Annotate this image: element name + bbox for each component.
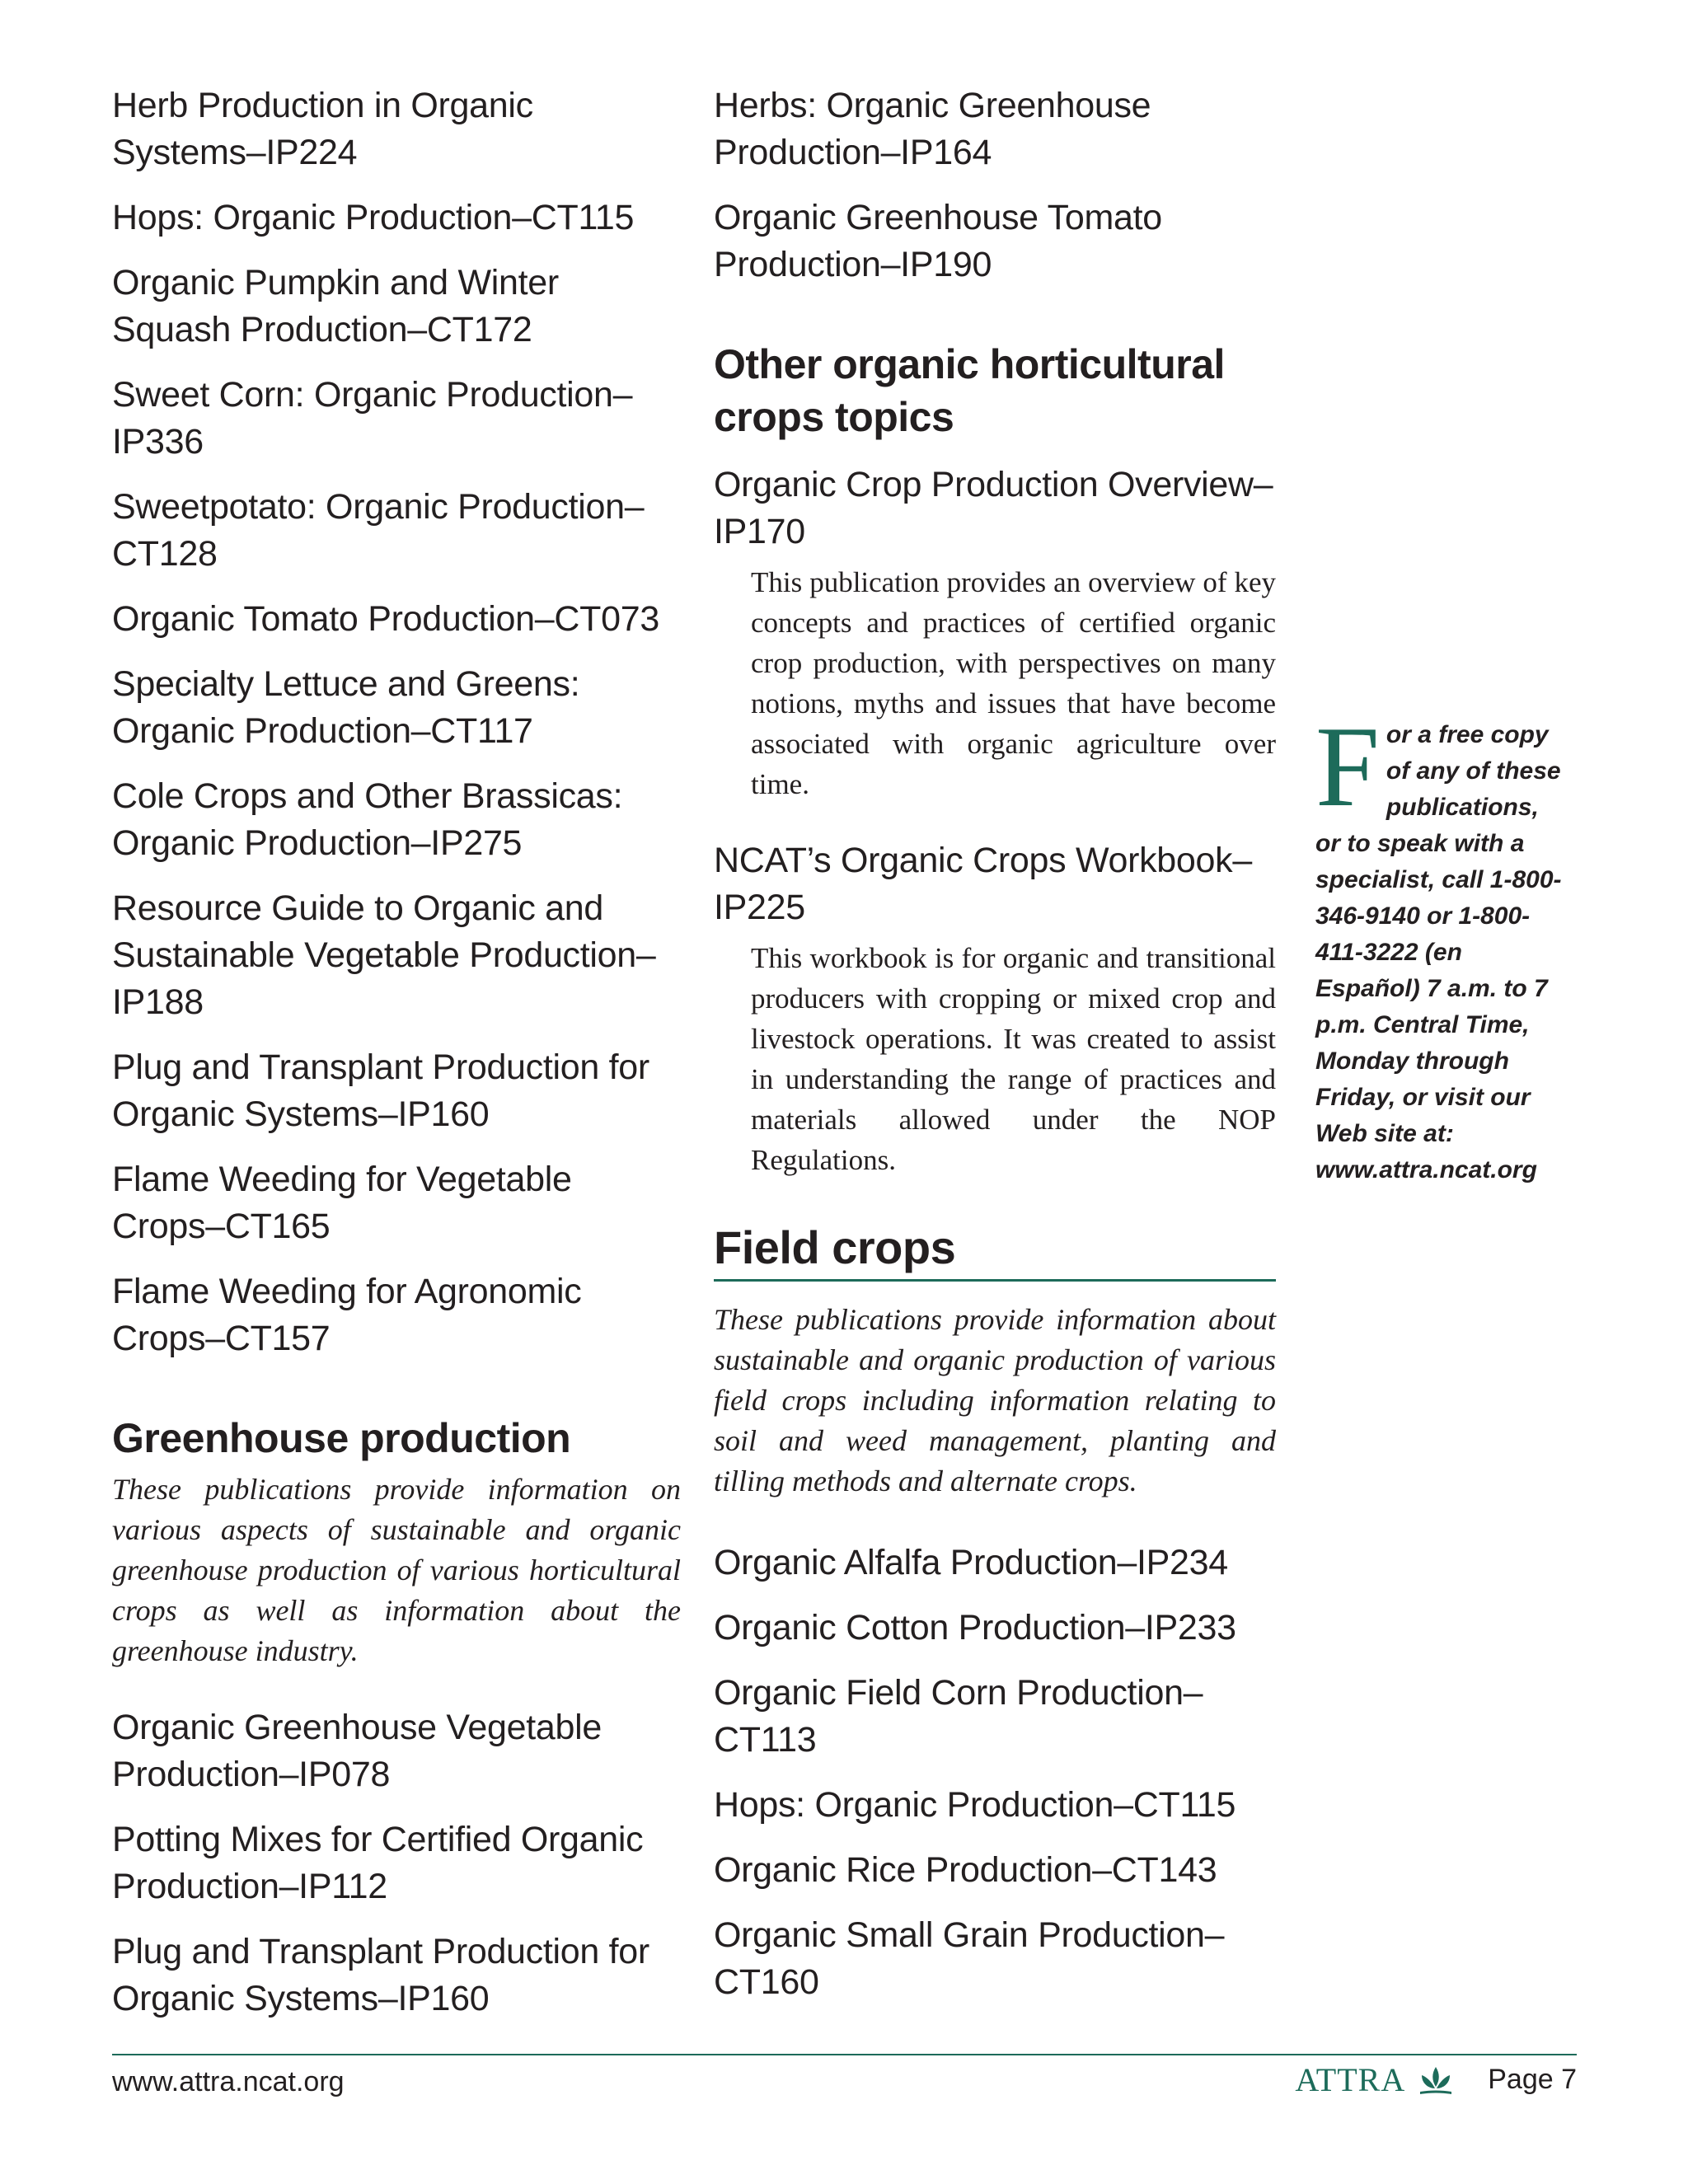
publication-title: NCAT’s Organic Crops Workbook–IP225 [714,841,1252,927]
page-number: Page 7 [1488,2064,1577,2095]
publication-item: Organic Greenhouse Vegetable Production–IP078 [112,1708,603,1794]
publication-item: Sweetpotato: Organic Production–CT128 [112,487,645,574]
publication-item: Organic Alfalfa Production–IP234 [714,1543,1228,1582]
publication-description: This workbook is for organic and transitional producers with cropping or mixed crop and livestock operations. It was created to assist in understanding the range of practices and materials allowed under the NOP Regulations. [751,942,1276,1176]
publication-description: This publication provides an overview of key concepts and practices of certified organic crop production, with perspectives on many notions, myths and issues that have become associated with organic agriculture over time. [751,566,1276,800]
field-crops-intro: These publications provide information about sustainable and organic production of various field crops including information relating to soil and weed management, planting and tilling methods and alternate crops. [714,1303,1276,1497]
publication-item: Organic Tomato Production–CT073 [112,599,659,639]
publication-title: Organic Crop Production Overview–IP170 [714,465,1273,551]
left-column [112,82,681,2041]
publication-item: Organic Cotton Production–IP233 [714,1608,1236,1647]
greenhouse-heading: Greenhouse production [112,1415,571,1461]
contact-sidebar [1315,703,1563,1188]
middle-column [714,82,1276,2024]
contact-text: or a free copy of any of these publications, or to speak with a specialist, call 1-800-346-9140 or 1-800-411-3222 (en Español) 7 a.m. to 7 p.m. Central Time, Monday through Friday, or visit our Web site at: www.attra.ncat.org [1315,721,1562,1183]
attra-logo: ATTRA [1295,2061,1406,2098]
publication-item: Herb Production in Organic Systems–IP224 [112,86,533,172]
publication-item: Resource Guide to Organic and Sustainable Vegetable Production–IP188 [112,888,656,1022]
field-crops-heading-rule [714,1221,1276,1282]
publication-item: Specialty Lettuce and Greens: Organic Production–CT117 [112,664,580,751]
publication-item: Organic Small Grain Production–CT160 [714,1915,1225,2002]
footer-url[interactable]: www.attra.ncat.org [112,2066,345,2097]
publication-item: Flame Weeding for Agronomic Crops–CT157 [112,1272,582,1358]
leaf-icon [1417,2064,1455,2097]
publication-item: Organic Field Corn Production–CT113 [714,1673,1203,1760]
publication-item: Hops: Organic Production–CT115 [112,198,635,237]
footer-divider [112,2054,1577,2055]
publication-item: Plug and Transplant Production for Organic Systems–IP160 [112,1932,649,2018]
publication-item: Sweet Corn: Organic Production–IP336 [112,375,633,462]
publication-item: Plug and Transplant Production for Organic Systems–IP160 [112,1047,649,1134]
greenhouse-intro: These publications provide information on various aspects of sustainable and organic greenhouse production of various horticultural crops as well as information about the greenhouse industry. [112,1473,681,1667]
publication-item: Organic Rice Production–CT143 [714,1850,1217,1890]
other-topics-heading: Other organic horticultural crops topics [714,341,1225,440]
dropcap-letter: F [1315,703,1380,831]
publication-item: Organic Greenhouse Tomato Production–IP190 [714,198,1162,284]
publication-item: Flame Weeding for Vegetable Crops–CT165 [112,1160,572,1246]
publication-item: Cole Crops and Other Brassicas: Organic Production–IP275 [112,776,623,863]
field-crops-heading: Field crops [714,1221,956,1273]
publication-item: Potting Mixes for Certified Organic Production–IP112 [112,1820,644,1906]
footer-branding [1295,2060,1577,2099]
publication-item: Hops: Organic Production–CT115 [714,1785,1236,1825]
publication-item: Herbs: Organic Greenhouse Production–IP164 [714,86,1151,172]
publication-item: Organic Pumpkin and Winter Squash Production–CT172 [112,263,559,349]
